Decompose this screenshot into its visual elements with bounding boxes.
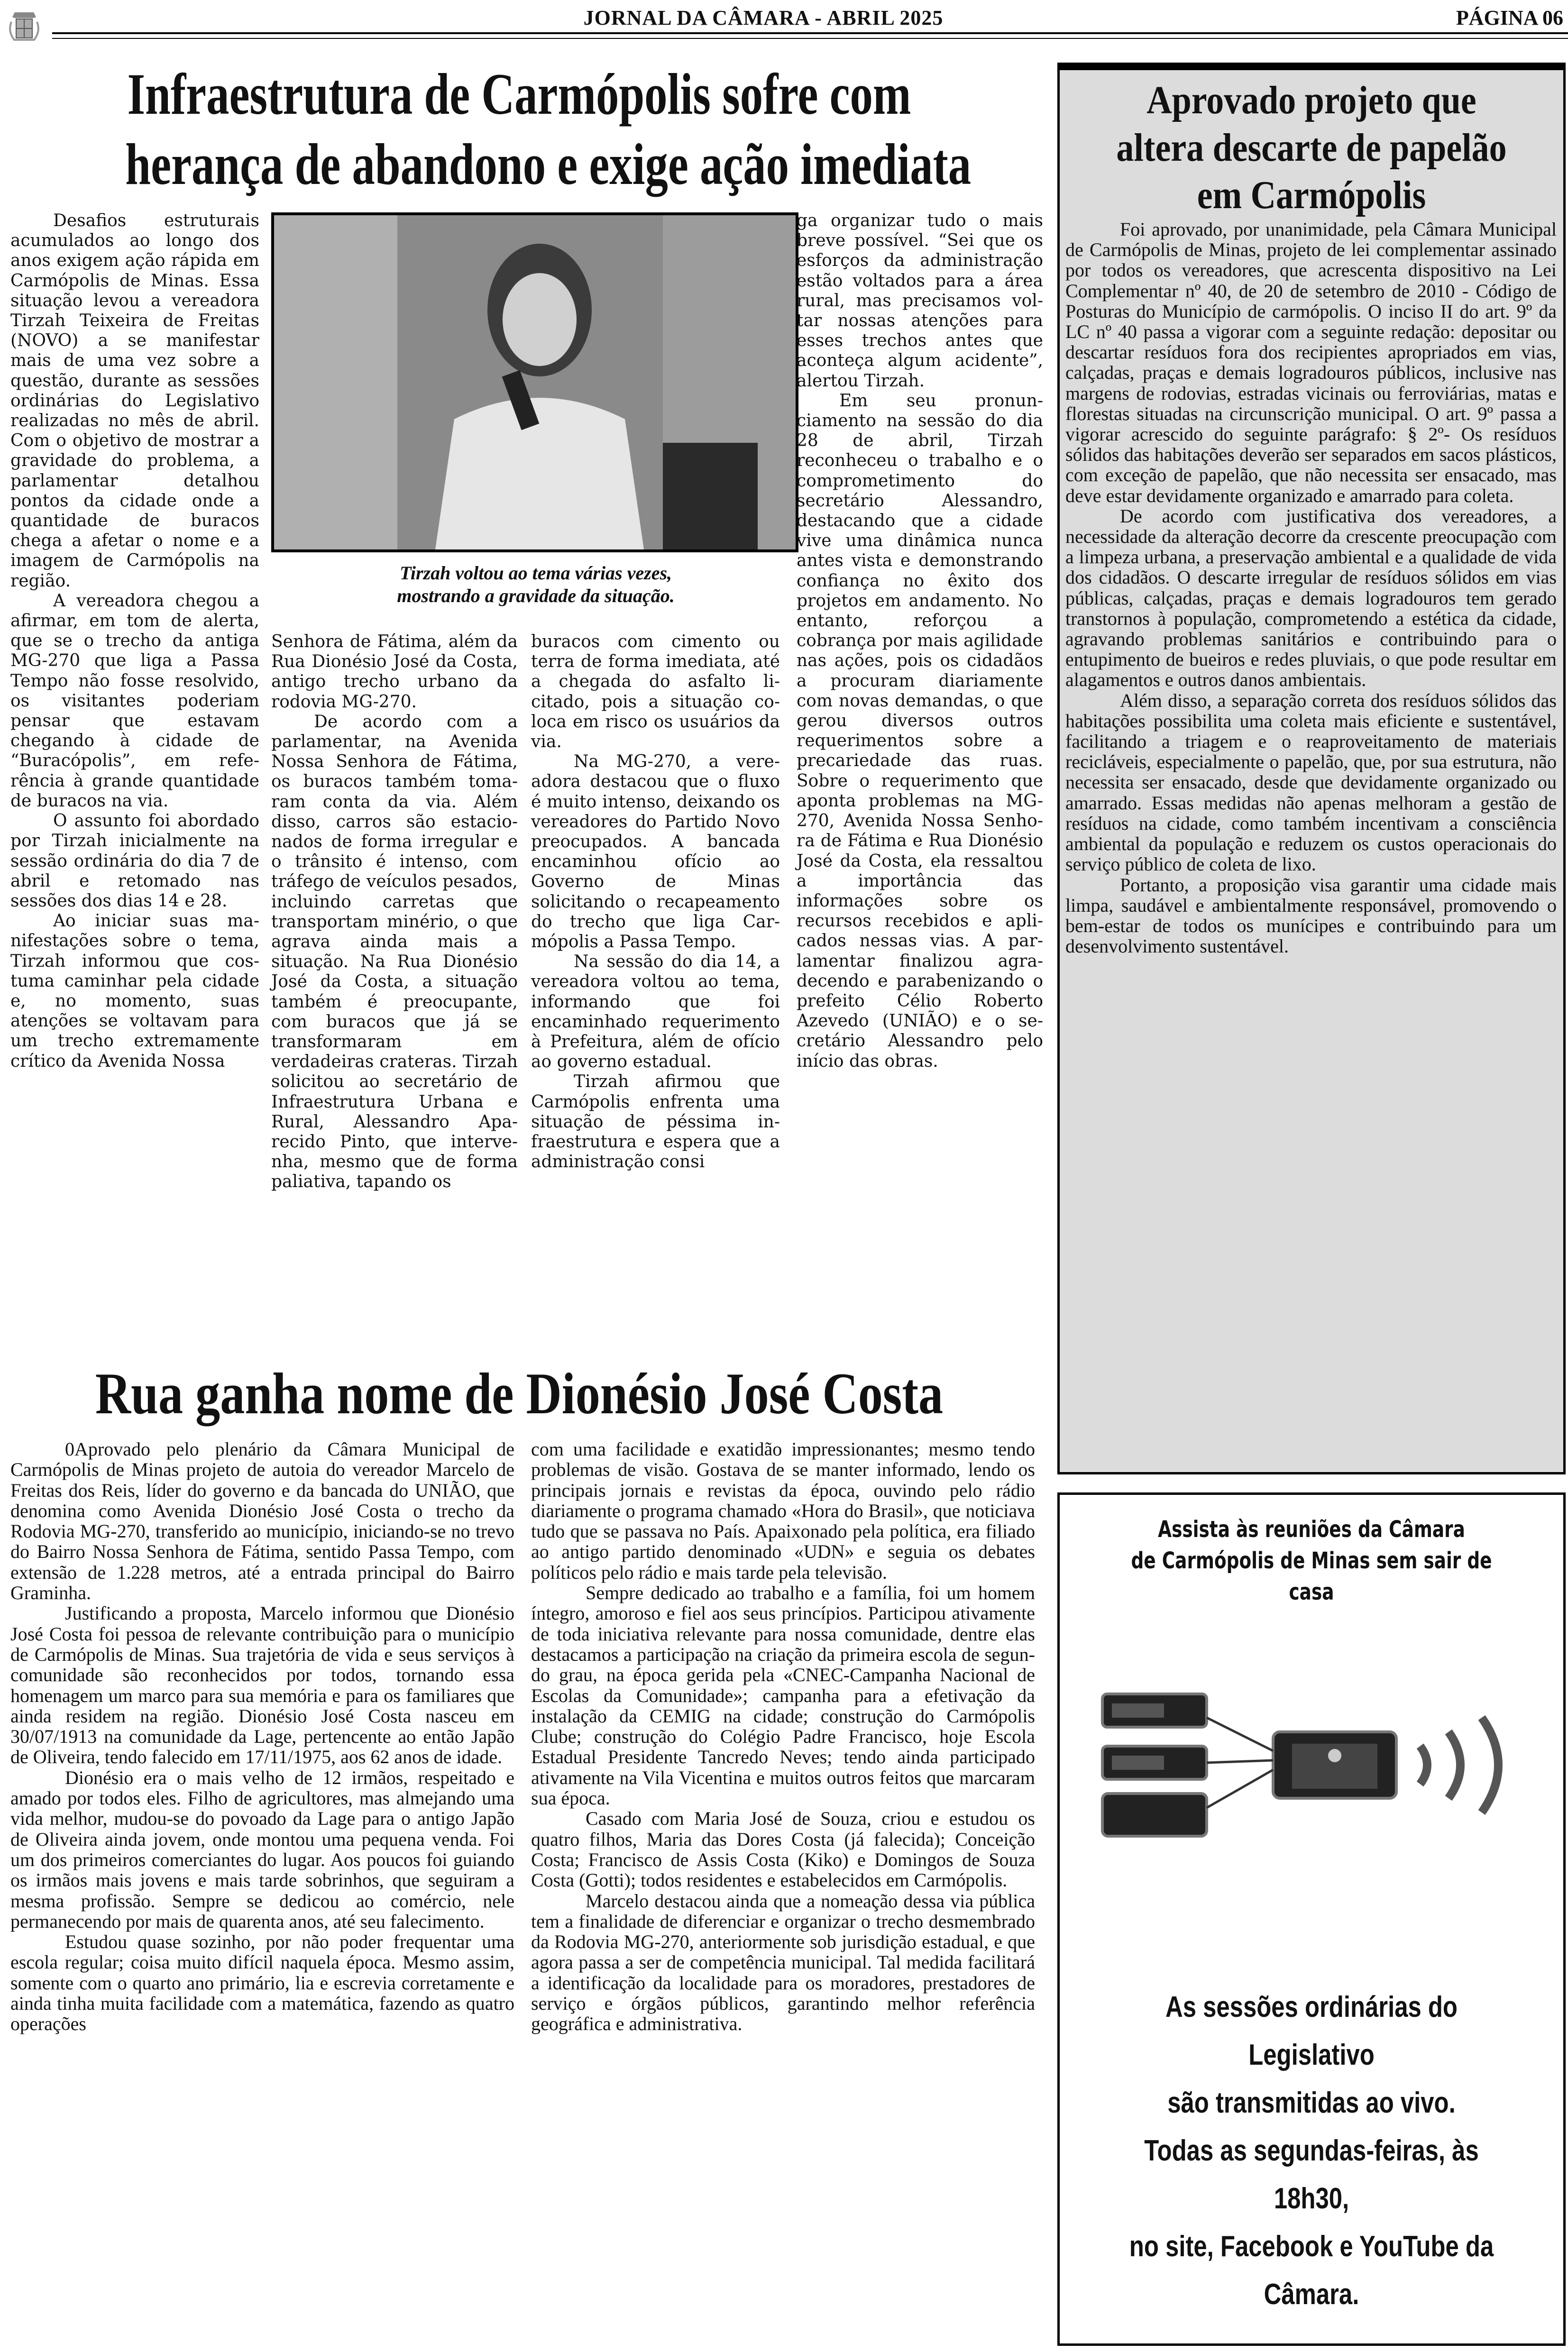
paragraph: Casado com Maria José de Souza, criou e estudou os quatro filhos, Maria das Dores Costa (já falecida); Conceição Costa; Francisco de Assis Costa (Kiko) e Domingos de Souza Costa (Gotti); todos residentes e estabelecidos em Carmópolis. bbox=[531, 1808, 1035, 1891]
photo-caption bbox=[266, 562, 806, 607]
paragraph: com uma facilidade e exatidão impressionantes; mesmo tendo problemas de visão. Gostava de se manter informado, lendo os principais jornais e revistas da época, ouvindo pelo rádio diariamente o programa chamado «Hora do Brasil», que noticiava tudo que se passava no País. Apaixonado pela política, era filiado ao antigo partido denominado «UDN» e seguia os debates políticos pelo rádio e mais tarde pela televisão. bbox=[531, 1438, 1035, 1583]
video-cameras-broadcast-icon bbox=[1069, 1675, 1558, 1855]
ad-headline bbox=[1115, 1514, 1508, 1608]
paragraph: Senhora de Fátima, além da Rua Dionésio José da Costa, antigo trecho urbano da rodovia MG-270. bbox=[271, 632, 518, 712]
sidebar-headline bbox=[1090, 77, 1533, 219]
paragraph: buracos com cimento ou terra de forma imediata, até a chegada do asfalto licitado, pois a situação coloca em risco os usuários da via. bbox=[531, 632, 780, 752]
livestream-ad-box bbox=[1057, 1492, 1566, 2346]
paragraph: Desafios estruturais acumulados ao longo dos anos exigem ação rápida em Carmópolis de Minas. Essa situação levou a vereadora Tirzah Teixeira de Freitas (NOVO) a se manifestar mais de uma vez sobre a questão, durante as sessões ordinárias do Legislativo realizadas no mês de abril. Com o objetivo de mostrar a gravidade do problema, a parlamentar detalhou pontos da cidade onde a quantidade de buracos chega a afetar o nome e a imagem de Carmópolis na região. bbox=[10, 211, 259, 591]
article1-column-4 bbox=[797, 211, 1043, 1071]
ad-line2: Legislativo bbox=[1248, 2039, 1375, 2071]
paragraph: Sempre dedicado ao trabalho e a família, foi um homem íntegro, amoroso e fiel aos seus princípios. Participou ativamente de toda iniciativa relevante para nossa comunidade, dentre elas destacamos a participação na criação da primeira escola de segundo grau, na época gerida pela «CNEC-Campanha Nacional de Escolas da Comunidade»; campanha para a efetivação da instalação da CEMIG na cidade; construção do Carmópolis Clube; construção do Colégio Padre Francisco, hoje Escola Estadual Presidente Tancredo Neves; tendo ainda participado ativamente na Vila Vicentina e muitos outros feitos que marcaram sua época. bbox=[531, 1582, 1035, 1809]
paragraph: Ao iniciar suas manifestações sobre o tema, Tirzah informou que costuma caminhar pela cidade e, no momento, suas atenções se voltavam para um trecho extremamente crítico da Avenida Nossa bbox=[10, 911, 259, 1071]
article1-headline-line1: Infraestrutura de Carmópolis sofre com bbox=[127, 62, 911, 127]
sidebar-article-box bbox=[1057, 63, 1566, 1474]
paragraph: Dionésio era o mais velho de 12 irmãos, respeitado e amado por todos eles. Filho de agricultores, mas almejando uma vida melhor, mudou-se do povoado da Lage para o antigo Japão de Oliveira ainda jovem, onde montou uma pequena venda. Foi um dos primeiros comerciantes do lugar. Aos poucos foi guiando os irmãos mais jovens e mais tarde sobrinhos, que seguiram a mesma profissão. Sempre se dedicou ao comércio, nele permanecendo por mais de quarenta anos, até seu falecimento. bbox=[10, 1766, 514, 1932]
ad-line4: Todas as segundas-feiras, às 18h30, bbox=[1144, 2134, 1479, 2215]
paragraph: Foi aprovado, por unanimidade, pela Câmara Municipal de Carmópolis de Minas, projeto de lei complementar assinado por todos os vereadores, que acrescenta dispositivo na Lei Complementar nº 40, de 20 de setembro de 2010 - Código de Posturas do Município de carmópolis. O inciso II do art. 9º da LC nº 40 passa a vigorar com a seguinte redação: depositar ou descartar resíduos fora dos recipientes apropriados em vias, calçadas, praças e demais logradouros públicos, inclusive nas margens de rodovias, estradas vicinais ou ferroviárias, matas e florestas situadas na circunscrição municipal. O art. 9º passa a vigorar acrescido do seguinte parágrafo: § 2º- Os resíduos sólidos das habitações deverão ser separados em sacos plásticos, com exceção de papelão, que não necessita ser ensacado, mas deve estar devidamente organizado e amarrado para coleta. bbox=[1065, 219, 1557, 506]
paragraph: A vereadora chegou a afirmar, em tom de alerta, que se o trecho da antiga MG-270 que liga a Passa Tempo não fosse resolvido, os visitantes poderiam pensar que estavam chegando à cidade de “Buracópolis”, em referência à grande quantidade de buracos na via. bbox=[10, 591, 259, 811]
paragraph: Além disso, a separação correta dos resíduos sólidos das habitações possibilita uma coleta mais eficiente e sustentável, facilitando a triagem e o reaproveitamento de materiais recicláveis, especialmente o papelão, que, por sua estrutura, não necessita ser ensacado, desde que devidamente organizado ou amarrado. Essas medidas não apenas melhoram a gestão de resíduos na cidade, como também incentivam a consciência ambiental da população e reduzem os custos operacionais do serviço público de coleta de lixo. bbox=[1065, 689, 1557, 875]
article-photo-tirzah bbox=[271, 212, 798, 552]
sidebar-headline-line1: Aprovado projeto que bbox=[1146, 78, 1476, 122]
ad-line3: são transmitidas ao vivo. bbox=[1167, 2087, 1456, 2119]
photo-caption-line2: mostrando a gravidade da situação. bbox=[397, 585, 675, 606]
paragraph: Tirzah afirmou que Carmópolis enfrenta uma situação de péssima infraestrutura e espera que a administração consi bbox=[531, 1072, 780, 1172]
article1-headline-line2: herança de abandono e exige ação imediata bbox=[125, 132, 972, 197]
ad-line5: no site, Facebook e YouTube da Câmara. bbox=[1129, 2230, 1494, 2311]
ad-headline-line1: Assista às reuniões da Câmara bbox=[1158, 1516, 1465, 1543]
page-number: PÁGINA 06 bbox=[1456, 6, 1563, 29]
article2-column-1 bbox=[10, 1439, 514, 2034]
paragraph: De acordo com a parlamentar, na Avenida Nossa Senhora de Fátima, os buracos também tomaram conta da via. Além disso, carros são estacionados de forma irregular e o trânsito é intenso, com tráfego de veículos pesados, incluindo carretas que transportam minério, o que agrava ainda mais a situação. Na Rua Dionésio José da Costa, a situação também é preocupante, com buracos que já se transformaram em verdadeiras crateras. Tirzah solicitou ao secretário de Infraestrutura Urbana e Rural, Alessandro Aparecido Pinto, que intervenha, mesmo que de forma paliativa, tapando os bbox=[271, 712, 518, 1192]
paragraph: Estudou quase sozinho, por não poder frequentar uma escola regular; coisa muito difícil naquela época. Mesmo assim, somente com o quarto ano primário, lia e escrevia corretamente e ainda tinha muita facilidade com a matemática, fazendo as quatro operações bbox=[10, 1931, 514, 2035]
paragraph: Na MG-270, a vereadora destacou que o fluxo é muito intenso, deixando os vereadores do Partido Novo preocupados. A bancada encaminhou ofício ao Governo de Minas solicitando o recapeamento do trecho que liga Carmópolis a Passa Tempo. bbox=[531, 752, 780, 952]
sidebar-headline-line3: em Carmópolis bbox=[1197, 173, 1426, 217]
photo-caption-line1: Tirzah voltou ao tema várias vezes, bbox=[399, 562, 672, 584]
paragraph: 0Aprovado pelo plenário da Câmara Municipal de Carmópolis de Minas projeto de autoia do vereador Marcelo de Freitas dos Reis, líder do governo e da bancada do UNIÃO, que denomina como Avenida Dionésio José Costa o trecho da Rodovia MG-270, transferido ao município, iniciando-se no trevo do Bairro Nossa Senhora de Fátima, sentido Passa Tempo, com extensão de 1.228 metros, até a entrada principal do Bairro Graminha. bbox=[10, 1438, 514, 1604]
municipal-coat-of-arms-icon bbox=[3, 8, 46, 46]
article1-headline bbox=[125, 59, 972, 200]
sidebar-headline-line2: altera descarte de papelão bbox=[1116, 126, 1507, 170]
sidebar-body bbox=[1060, 219, 1563, 956]
header-rule bbox=[52, 32, 1568, 39]
article1-column-1 bbox=[10, 211, 259, 1071]
paragraph: Justificando a proposta, Marcelo informou que Dionésio José Costa foi pessoa de relevante contribuição para o município de Carmópolis de Minas. Sua trajetória de vida e seus serviços à comunidade são reconhecidos por todos, tornando essa homenagem um marco para sua memória e para os familiares que ainda residem na região. Dionésio José Costa nasceu em 30/07/1913 na comunidade da Lage, pertencente ao então Japão de Oliveira, tendo falecido em 17/11/1975, aos 62 anos de idade. bbox=[10, 1602, 514, 1768]
article1-column-3 bbox=[531, 632, 780, 1172]
paragraph: O assunto foi abordado por Tirzah inicialmente na sessão ordinária do dia 7 de abril e retomado nas sessões dos dias 14 e 28. bbox=[10, 811, 259, 911]
paragraph: Marcelo destacou ainda que a nomeação dessa via pública tem a finalidade de diferenciar e organizar o trecho desmembrado da Rodovia MG-270, anteriormente sob jurisdição estadual, e que agora passa a ser de competência municipal. Tal medida facilitará a identificação da localidade para os moradores, prestadores de serviço e órgãos públicos, garantindo melhor referência geográfica e administrativa. bbox=[531, 1890, 1035, 2035]
ad-line1: As sessões ordinárias do bbox=[1165, 1991, 1458, 2023]
article2-column-2 bbox=[531, 1439, 1035, 2034]
article1-column-2 bbox=[271, 632, 518, 1192]
newspaper-title: JORNAL DA CÂMARA - ABRIL 2025 bbox=[583, 6, 944, 29]
paragraph: Na sessão do dia 14, a vereadora voltou ao tema, informando que foi encaminhado requerimento à Prefeitura, além de ofício ao governo estadual. bbox=[531, 952, 780, 1072]
ad-headline-line2: de Carmópolis de Minas sem sair de casa bbox=[1131, 1547, 1492, 1605]
ad-body bbox=[1105, 1983, 1518, 2318]
paragraph: Portanto, a proposição visa garantir uma cidade mais limpa, saudável e ambientalmente responsável, promovendo o bem-estar de todos os munícipes e contribuindo para um desenvolvimento sustentável. bbox=[1065, 874, 1557, 957]
article2-headline: Rua ganha nome de Dionésio José Costa bbox=[95, 1361, 944, 1426]
paragraph: Em seu pronunciamento na sessão do dia 28 de abril, Tirzah reconheceu o trabalho e o comprometimento do secretário Alessandro, destacando que a cidade vive uma dinâmica nunca antes vista e demonstrando confiança no êxito dos projetos em andamento. No entanto, reforçou a cobrança por mais agilidade nas ações, pois os cidadãos a procuram diariamente com novas demandas, o que gerou diversos outros requerimentos sobre a precariedade das ruas. Sobre o requerimento que aponta problemas na MG-270, Avenida Nossa Senhora de Fátima e Rua Dionésio José da Costa, ela ressaltou a importância das informações sobre os recursos recebidos e aplicados nessas vias. A parlamentar finalizou agradecendo e parabenizando o prefeito Célio Roberto Azevedo (UNIÃO) e o secretário Alessandro pelo início das obras. bbox=[797, 391, 1043, 1071]
paragraph: De acordo com justificativa dos vereadores, a necessidade da alteração decorre da crescente preocupação com a limpeza urbana, a preservação ambiental e a qualidade de vida dos cidadãos. O descarte irregular de resíduos sólidos em vias públicas, calçadas, praças e demais logradouros tem gerado transtornos à população, comprometendo a estética da cidade, agravando problemas sanitários e contribuindo para o entupimento de bueiros e redes pluviais, o que pode resultar em alagamentos e outros danos ambientais. bbox=[1065, 505, 1557, 691]
paragraph: ga organizar tudo o mais breve possível. “Sei que os esforços da administração estão voltados para a área rural, mas precisamos voltar nossas atenções para esses trechos antes que aconteça algum acidente”, alertou Tirzah. bbox=[797, 211, 1043, 391]
